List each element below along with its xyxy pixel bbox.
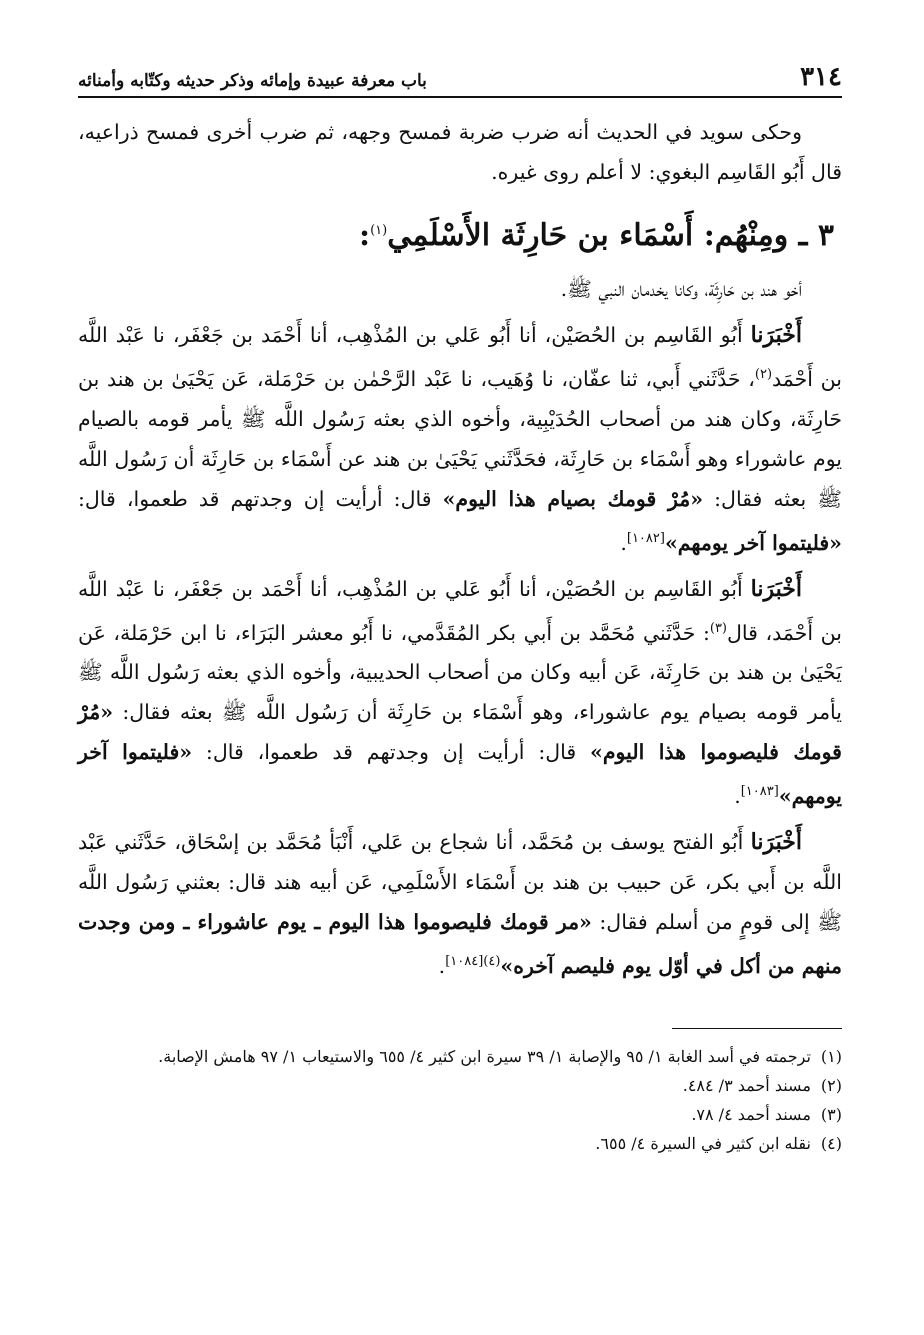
section-heading-text: ٣ ـ ومِنْهُم: أَسْمَاء بن حَارِثَة الأَسْلَمِي [387,218,834,253]
footnote-text: مسند أحمد ٣/ ٤٨٤. [682,1076,811,1096]
footnote-item [78,1130,842,1157]
report-lead: أَخْبَرَنا [750,829,802,856]
report-lead: أَخْبَرَنا [750,322,802,348]
footnote-number: (١) [820,1047,842,1067]
footnote-number: (٤) [820,1134,842,1154]
footnote-item [78,1072,842,1099]
footnote-text: مسند أحمد ٤/ ٧٨. [691,1105,811,1125]
report-paragraph [78,315,842,563]
section-heading [78,206,842,261]
footnotes [78,1043,842,1157]
footnote-text: نقله ابن كثير في السيرة ٤/ ٦٥٥. [595,1134,811,1154]
page-number: ٣١٤ [800,62,842,92]
page-body [78,112,842,1157]
footnote-ref: (١) [370,223,388,238]
section-intro: أخو هند بن حَارِثَة، وكانا يخدمان النبي ﷺ. [560,277,802,301]
running-title: باب معرفة عبيدة وإمائه وذكر حديثه وكتّابه وأمنائه [78,71,427,91]
hadith-quote: «فليتموا آخر يومهم» [78,740,842,809]
footnote-text: ترجمته في أسد الغابة ١/ ٩٥ والإصابة ١/ ٣٩ سيرة ابن كثير ٤/ ٦٥٥ والاستيعاب ١/ ٩٧ هامش الإصابة. [158,1047,811,1067]
hadith-number: [١٠٨٤] [445,954,484,970]
heading-colon: : [359,218,371,253]
footnote-number: (٢) [820,1076,842,1096]
report-text: أَبُو القَاسِم بن الحُصَيْن، أنا أَبُو عَلي بن المُذْهِب، أنا أَحْمَد بن جَعْفَر، نا عَبْد اللَّه بن أَحْمَد [78,323,842,391]
report-end: . [620,530,627,555]
report-paragraph [78,569,842,817]
hadith-quote: «مُرْ قومك بصيام هذا اليوم» [442,486,704,511]
report-text: : حَدَّثَني مُحَمَّد بن أَبي بكر المُقَدَّمي، نا أَبُو معشر البَرَاء، نا ابن حَرْمَلة، عَن يَحْيَىٰ بن هند بن حَارِثَة، عَن أبيه وكان من أصحاب الحديبية، وأخوه الذي بعثه رَسُول اللَّه ﷺ يأمر قومه بصيام يوم عاشوراء، وهو أَسْمَاء بن حَارِثَة أن رَسُول اللَّه ﷺ بعثه فقال: [78,620,842,725]
report-end: . [438,954,446,979]
footnote-number: (٣) [820,1105,842,1125]
report-text: قال: أرأيت إن وجدتهم قد طعموا، قال: [192,740,591,765]
report-paragraph [78,822,842,986]
report-text: ، حَدَّثَني أَبي، ثنا عفّان، نا وُهَيب، نا عَبْد الرَّحْمٰن بن حَرْمَلة، عَن يَحْيَىٰ بن هند بن حَارِثَة، وكان هند من أصحاب الحُدَيْبِية، وأخوه الذي بعثه رَسُول اللَّه ﷺ يأمر قومه بالصيام يوم عاشوراء وهو أَسْمَاء بن حَارِثَة، فحَدَّثَني يَحْيَىٰ بن هند عن أَسْمَاء بن حَارِثَة أن رَسُول اللَّه ﷺ بعثه فقال: [78,366,842,511]
book-page [78,52,842,1292]
page-header [78,52,842,98]
hadith-quote: «مر قومك فليصوموا هذا اليوم ـ يوم عاشوراء ـ ومن وجدت منهم من أكل في أوّل يوم فليصم آخره» [78,910,842,979]
footnote-divider [672,1028,842,1029]
hadith-quote: «فليتموا آخر يومهم» [664,530,842,555]
report-lead: أَخْبَرَنا [750,575,802,602]
report-text: أَبُو الفتح يوسف بن مُحَمَّد، أنا شجاع بن عَلي، أَنْبَأ مُحَمَّد بن إسْحَاق، حَدَّثَني عَبْد اللَّه بن أَبي بكر، عَن حبيب بن هند بن أَسْمَاء الأَسْلَمِي، عَن أبيه هند قال: بعثني رَسُول اللَّه ﷺ إلى قومٍ من أسلم فقال: [78,830,842,935]
report-end: . [734,784,741,809]
footnote-ref: (٤) [483,954,501,970]
footnote-item [78,1043,842,1070]
intro-paragraph: وحكى سويد في الحديث أنه ضرب ضربة فمسح وجهه، ثم ضرب أخرى فمسح ذراعيه، قال أَبُو القَاسِم البغوي: لا أعلم روى غيره. [78,120,842,184]
footnote-ref: (٣) [709,620,727,636]
hadith-quote: «مُرْ قومك فليصوموا هذا اليوم» [78,700,842,765]
footnote-item [78,1101,842,1128]
report-text: أَبُو القَاسِم بن الحُصَيْن، أنا أَبُو عَلي بن المُذْهِب، أنا أَحْمَد بن جَعْفَر، نا عَبْد اللَّه بن أَحْمَد، قال [78,576,842,645]
hadith-number: [١٠٨٣] [740,784,779,800]
footnote-ref: (٢) [754,367,773,382]
report-text: قال: أرأيت إن وجدتهم قد طعموا، قال: [78,486,443,511]
hadith-number: [١٠٨٢] [626,530,665,546]
